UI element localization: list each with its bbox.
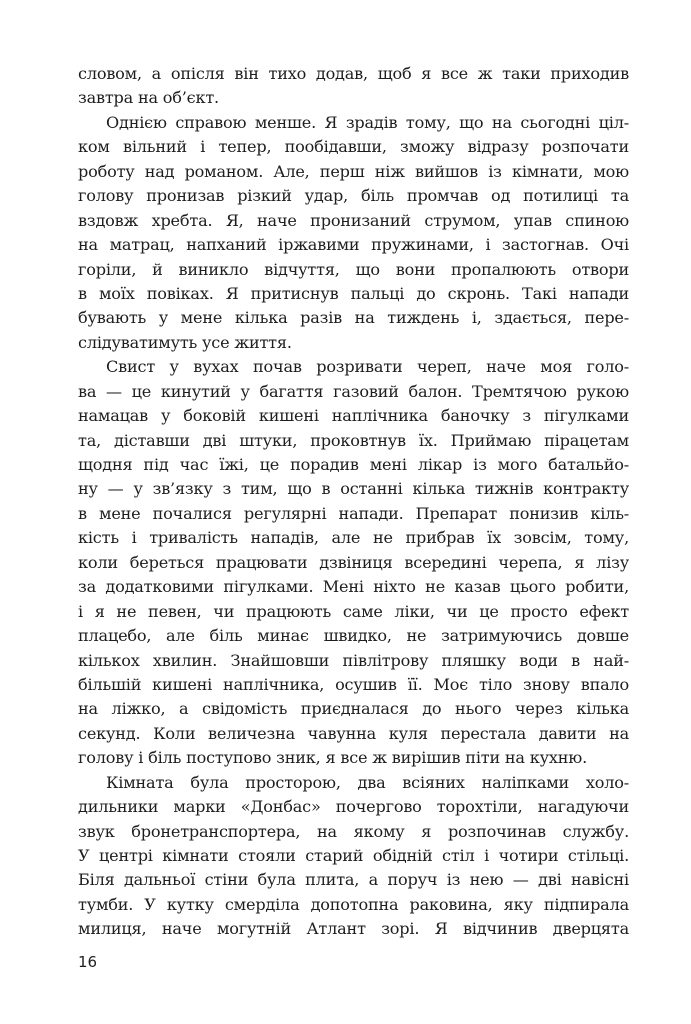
body-text	[78, 62, 629, 942]
text-line: ну — у зв’язку з тим, що в останні кілька тижнів контракту	[78, 479, 629, 499]
text-line: намацав у боковій кишені наплічника баночку з пігулками	[78, 406, 629, 426]
text-line: кількох хвилин. Знайшовши півлітрову пляшку води в най-	[78, 650, 629, 670]
text-line: вздовж хребта. Я, наче пронизаний струмом, упав спиною	[78, 210, 629, 230]
text-line: і я не певен, чи працюють саме ліки, чи це просто ефект	[78, 601, 629, 621]
text-line: ком вільний і тепер, пообідавши, зможу відразу розпочати	[78, 137, 629, 157]
paragraph-first-line: Однією справою менше. Я зрадів тому, що на сьогодні ціл-	[106, 112, 629, 132]
text-line: на ліжко, а свідомість приєдналася до нього через кілька	[78, 699, 629, 719]
text-line: Біля дальньої стіни була плита, а поруч із нею — дві навісні	[78, 870, 629, 890]
text-line: в мене почалися регулярні напади. Препарат понизив кіль-	[78, 503, 629, 523]
text-line: голову і біль поступово зник, я все ж вирішив піти на кухню.	[78, 748, 588, 768]
text-line: горіли, й виникло відчуття, що вони пропалюють отвори	[78, 259, 629, 279]
text-line: дильники марки «Донбас» почергово торохтіли, нагадуючи	[78, 797, 629, 817]
text-line: плацебо, але біль минає швидко, не затримуючись довше	[78, 626, 629, 646]
paragraph-first-line: Свист у вухах почав розривати череп, наче моя голо-	[106, 357, 629, 377]
text-line: щодня під час їжі, це порадив мені лікар із мого батальйо-	[78, 455, 629, 474]
text-line: голову пронизав різкий удар, біль промчав од потилиці та	[78, 186, 629, 206]
text-line: словом, а опісля він тихо додав, щоб я все ж таки приходив	[78, 64, 629, 83]
text-line: завтра на об’єкт.	[78, 88, 219, 108]
text-line: на матрац, напханий іржавими пружинами, і застогнав. Очі	[78, 235, 629, 255]
paragraph-first-line: Кімната була просторою, два всіяних наліпками холо-	[106, 772, 629, 792]
text-line: бувають у мене кілька разів на тиждень і, здається, пере-	[78, 308, 629, 328]
text-line: та, діставши дві штуки, проковтнув їх. Приймаю пірацетам	[78, 430, 629, 450]
text-line: за додатковими пігулками. Мені ніхто не казав цього робити,	[78, 577, 629, 597]
text-line: в моїх повіках. Я притиснув пальці до скронь. Такі напади	[78, 283, 629, 303]
text-line: милиця, наче могутній Атлант зорі. Я відчинив дверцята	[78, 919, 629, 939]
page-number: 16	[78, 953, 98, 971]
text-line: роботу над романом. Але, перш ніж вийшов із кімнати, мою	[78, 161, 629, 181]
text-line: кість і тривалість нападів, але не прибрав їх зовсім, тому,	[78, 528, 629, 548]
text-line: секунд. Коли величезна чавунна куля перестала давити на	[78, 723, 629, 743]
text-line: У центрі кімнати стояли старий обідній стіл і чотири стільці.	[78, 846, 629, 865]
text-line: ва — це кинутий у багаття газовий балон. Тремтячою рукою	[78, 381, 629, 401]
text-line: коли береться працювати дзвіниця всередині черепа, я лізу	[78, 552, 629, 572]
text-line: тумби. У кутку смерділа допотопна раковина, яку підпирала	[78, 894, 629, 914]
text-line: звук бронетранспортера, на якому я розпочинав службу.	[78, 821, 629, 841]
text-line: слідуватимуть усе життя.	[78, 332, 292, 352]
text-line: більшій кишені наплічника, осушив її. Моє тіло знову впало	[78, 674, 629, 694]
